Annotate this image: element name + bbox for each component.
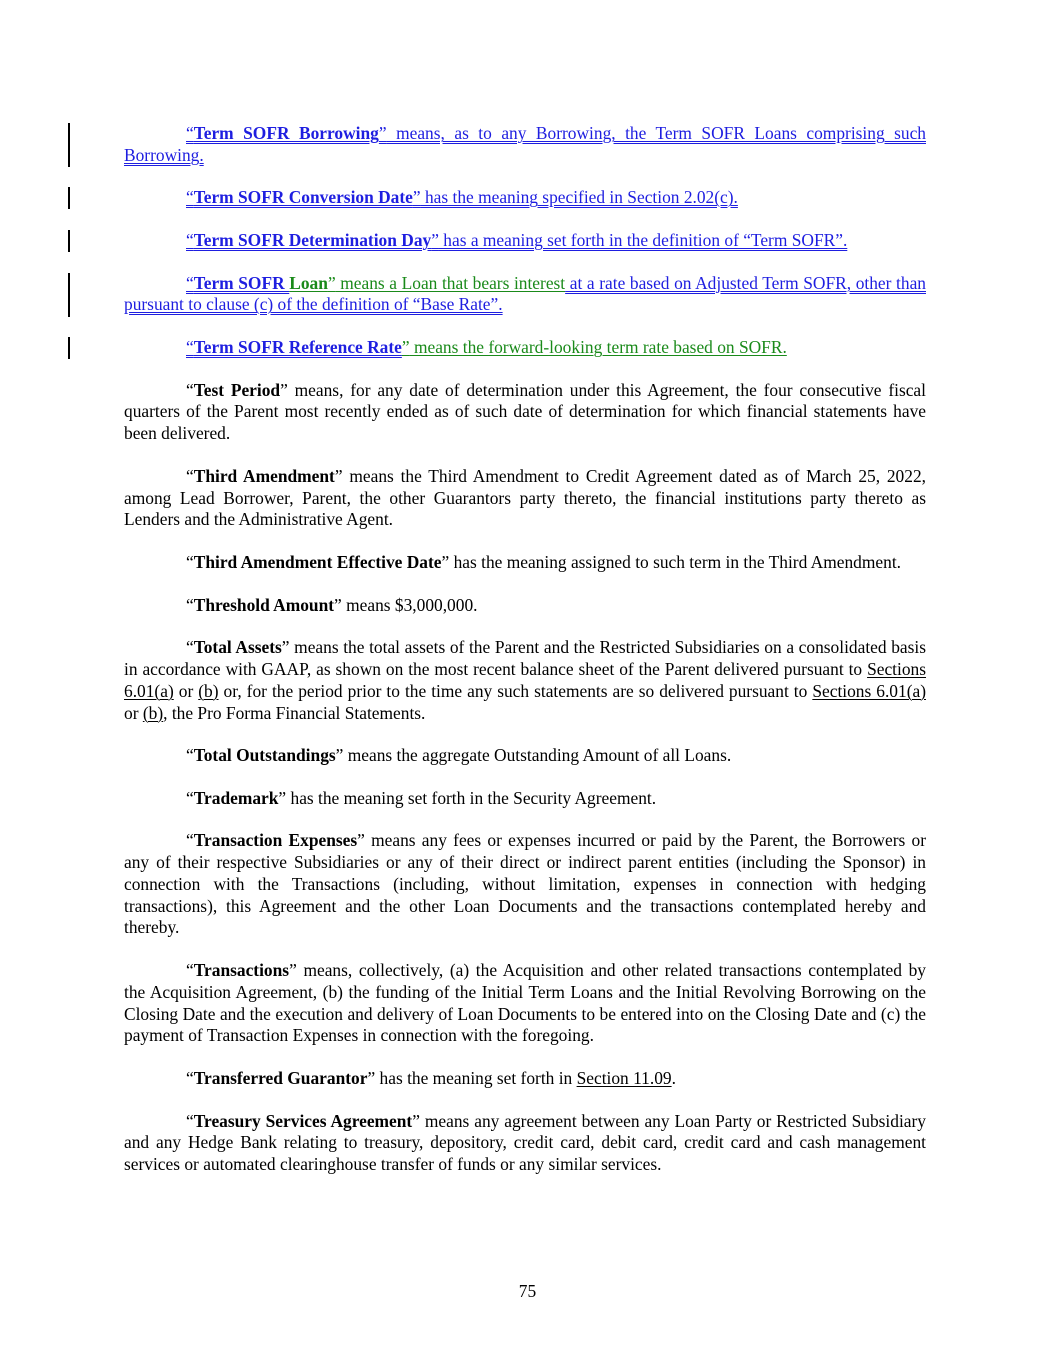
inserted-text: at a rate based on Adjusted Term SOFR, other than pursuant to clause (c) of the definition of “Base Rate”. [124, 272, 926, 315]
defined-term: Transferred Guarantor [193, 1068, 368, 1089]
defined-term: Third Amendment Effective Date [193, 551, 442, 572]
inserted-text: “Term SOFR Determination Day” has a meaning set forth in the definition of “Term SOFR”. [186, 229, 848, 250]
definition-treasury-services-agreement: “Treasury Services Agreement” means any agreement between any Loan Party or Restricted Subsidiary and any Hedge Bank relating to treasury, depository, credit card, debit card, credit card and cash management services or automated clearinghouse transfer of funds or any similar services. [124, 1110, 926, 1175]
defined-term: Term SOFR Reference Rate [193, 336, 402, 357]
definition-term-sofr-reference-rate [124, 337, 926, 359]
section-reference: (b) [198, 680, 219, 701]
defined-term: Total Outstandings [193, 745, 336, 766]
moved-text: ” means the forward-looking term rate based on SOFR. [401, 336, 787, 357]
defined-term: Term SOFR Borrowing [193, 123, 379, 143]
change-bar [68, 187, 70, 209]
definition-test-period: “Test Period” means, for any date of determination under this Agreement, the four consecutive fiscal quarters of the Parent most recently ended as of such date of determination for which financial statements have been delivered. [124, 379, 926, 444]
defined-term: Third Amendment [193, 465, 335, 486]
definition-transaction-expenses: “Transaction Expenses” means any fees or expenses incurred or paid by the Parent, the Borrowers or any of their respective Subsidiaries or any of their direct or indirect parent entities (including the Sponsor) in connection with the Transactions (including, without limitation, expenses in connection with hedging transactions), this Agreement and the other Loan Documents and the transactions contemplated hereby and thereby. [124, 830, 926, 938]
section-reference: (b) [142, 702, 164, 723]
inserted-text: “Term SOFR Reference Rate [186, 336, 402, 357]
defined-term: Term SOFR [193, 272, 290, 293]
defined-term: Term SOFR Determination Day [193, 229, 432, 250]
defined-term: Test Period [193, 379, 281, 400]
inserted-text: “Term SOFR [186, 272, 290, 293]
section-reference: Section 11.09 [576, 1068, 672, 1089]
defined-term: Term SOFR Conversion Date [193, 187, 413, 208]
page-number: 75 [518, 1281, 537, 1301]
moved-text: ” means a Loan that bears interest [327, 272, 566, 293]
section-reference: Sections 6.01(a) [812, 680, 926, 701]
defined-term: Threshold Amount [193, 594, 335, 615]
definition-transactions: “Transactions” means, collectively, (a) the Acquisition and other related transactions contemplated by the Acquisition Agreement, (b) the funding of the Initial Term Loans and the Initial Revolving Borrowing on the Closing Date and the execution and delivery of Loan Documents to be entered into on the Closing Date and (c) the payment of Transaction Expenses in connection with the foregoing. [124, 960, 926, 1046]
definition-total-outstandings: “Total Outstandings” means the aggregate Outstanding Amount of all Loans. [186, 745, 732, 766]
section-reference: Sections 6.01(a) [124, 658, 926, 701]
definition-third-amendment: “Third Amendment” means the Third Amendment to Credit Agreement dated as of March 25, 2022, among Lead Borrower, Parent, the other Guarantors party thereto, the financial institutions party thereto as Lenders and the Administrative Agent. [124, 465, 926, 530]
defined-term: Treasury Services Agreement [193, 1110, 413, 1131]
definition-third-amendment-effective-date: “Third Amendment Effective Date” has the meaning assigned to such term in the Third Amendment. [186, 551, 901, 572]
change-bar [68, 337, 70, 359]
moved-text: Loan [289, 272, 328, 293]
defined-term: Trademark [193, 787, 279, 808]
document-page [124, 123, 926, 1197]
definition-term-sofr-borrowing [124, 123, 926, 167]
defined-term: Transaction Expenses [193, 830, 358, 851]
change-bar [68, 273, 70, 317]
definition-trademark: “Trademark” has the meaning set forth in the Security Agreement. [186, 787, 657, 808]
definition-term-sofr-determination-day [124, 230, 926, 252]
change-bar [68, 230, 70, 252]
inserted-text: “Term SOFR Conversion Date” has the meaning specified in Section 2.02(c). [186, 187, 738, 208]
change-bar [68, 123, 70, 167]
definition-term-sofr-conversion-date [124, 187, 926, 209]
definition-transferred-guarantor: “Transferred Guarantor” has the meaning set forth in Section 11.09. [186, 1068, 676, 1089]
definition-term-sofr-loan [124, 273, 926, 317]
definition-threshold-amount: “Threshold Amount” means $3,000,000. [186, 594, 478, 615]
definition-total-assets: “Total Assets” means the total assets of the Parent and the Restricted Subsidiaries on a consolidated basis in accordance with GAAP, as shown on the most recent balance sheet of the Parent delivered pursuant to Sections 6.01(a) or (b) or, for the period prior to the time any such statements are so delivered pursuant to Sections 6.01(a) or (b), the Pro Forma Financial Statements. [124, 637, 926, 723]
inserted-text: “Term SOFR Borrowing” means, as to any Borrowing, the Term SOFR Loans comprising such Borrowing. [124, 123, 926, 165]
defined-term: Total Assets [193, 637, 282, 658]
defined-term: Transactions [193, 960, 290, 981]
